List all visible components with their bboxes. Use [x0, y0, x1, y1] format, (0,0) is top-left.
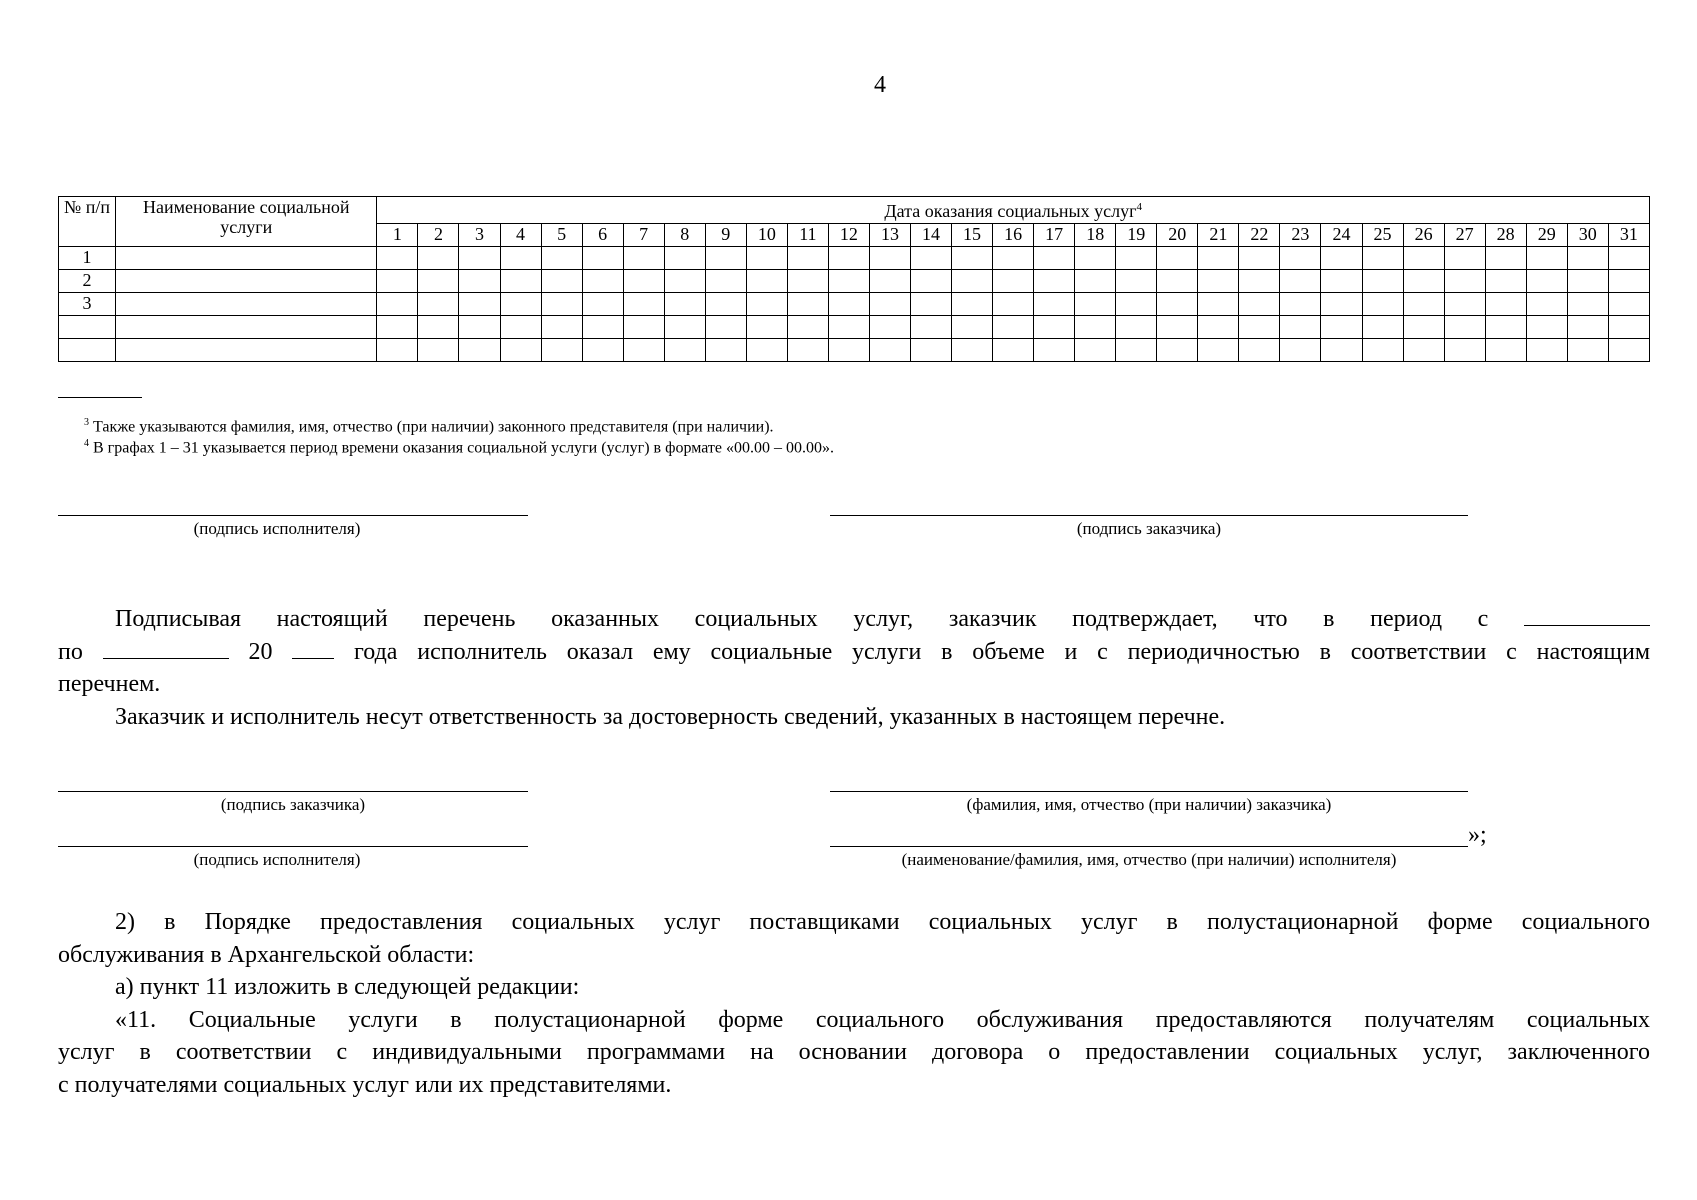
day-cell[interactable]: [1198, 247, 1239, 270]
day-cell[interactable]: [828, 339, 869, 362]
day-cell[interactable]: [1280, 293, 1321, 316]
day-cell[interactable]: [705, 247, 746, 270]
date-header: [377, 197, 1650, 224]
day-header: 30: [1567, 224, 1608, 247]
day-cell[interactable]: [664, 293, 705, 316]
day-cell[interactable]: [869, 247, 910, 270]
day-cell[interactable]: [541, 339, 582, 362]
day-header: 3: [459, 224, 500, 247]
day-cell[interactable]: [828, 293, 869, 316]
day-cell[interactable]: [869, 270, 910, 293]
year-blank[interactable]: [292, 638, 334, 659]
day-cell[interactable]: [787, 247, 828, 270]
day-cell[interactable]: [746, 293, 787, 316]
day-cell[interactable]: [377, 339, 418, 362]
text-line: с получателями социальных услуг или их представителями.: [58, 1071, 672, 1098]
day-cell[interactable]: [1444, 339, 1485, 362]
day-header: 20: [1157, 224, 1198, 247]
day-cell[interactable]: [1116, 316, 1157, 339]
day-cell[interactable]: [1403, 247, 1444, 270]
day-cell[interactable]: [787, 270, 828, 293]
day-cell[interactable]: [1075, 270, 1116, 293]
day-cell[interactable]: [1198, 293, 1239, 316]
footnote-mark: 4: [84, 438, 89, 449]
services-table: [58, 196, 1650, 362]
day-cell[interactable]: [1116, 293, 1157, 316]
day-cell[interactable]: [1526, 270, 1567, 293]
day-header: 9: [705, 224, 746, 247]
table-row: [59, 339, 1650, 362]
day-cell[interactable]: [746, 316, 787, 339]
day-cell[interactable]: [952, 316, 993, 339]
day-cell[interactable]: [1239, 270, 1280, 293]
day-cell[interactable]: [1444, 247, 1485, 270]
day-cell[interactable]: [1526, 339, 1567, 362]
day-cell[interactable]: [1157, 270, 1198, 293]
day-header: 18: [1075, 224, 1116, 247]
day-header: 22: [1239, 224, 1280, 247]
text-span: года исполнитель оказал ему социальные услуги в объеме и с периодичностью в соответствии с настоящим: [354, 638, 1651, 665]
day-cell[interactable]: [993, 270, 1034, 293]
day-cell[interactable]: [500, 316, 541, 339]
day-cell[interactable]: [705, 270, 746, 293]
day-cell[interactable]: [500, 293, 541, 316]
day-cell[interactable]: [1362, 316, 1403, 339]
footnote-mark: 4: [1136, 201, 1143, 213]
text-line: [58, 603, 1650, 636]
signature-line: [58, 515, 528, 516]
day-cell[interactable]: [1444, 316, 1485, 339]
day-cell[interactable]: [910, 339, 951, 362]
page-number: 4: [874, 72, 886, 98]
day-cell[interactable]: [787, 339, 828, 362]
day-cell[interactable]: [746, 247, 787, 270]
day-cell[interactable]: [993, 339, 1034, 362]
confirmation-paragraph: [58, 603, 1650, 733]
day-cell[interactable]: [1608, 247, 1649, 270]
day-cell[interactable]: [1567, 293, 1608, 316]
day-cell[interactable]: [418, 293, 459, 316]
day-cell[interactable]: [1321, 339, 1362, 362]
col-name-header: Наименование социальной услуги: [116, 197, 377, 247]
day-cell[interactable]: [1608, 339, 1649, 362]
day-cell[interactable]: [1526, 293, 1567, 316]
day-cell[interactable]: [705, 339, 746, 362]
day-header: 17: [1034, 224, 1075, 247]
day-cell[interactable]: [623, 293, 664, 316]
day-cell[interactable]: [1239, 247, 1280, 270]
row-number-cell: 2: [59, 270, 116, 293]
day-cell[interactable]: [1034, 293, 1075, 316]
day-cell[interactable]: [377, 316, 418, 339]
day-cell[interactable]: [1034, 339, 1075, 362]
day-cell[interactable]: [623, 339, 664, 362]
day-header: 26: [1403, 224, 1444, 247]
day-cell[interactable]: [910, 316, 951, 339]
day-cell[interactable]: [459, 316, 500, 339]
table-row: [59, 247, 1650, 270]
footnote-3: [84, 414, 774, 436]
day-cell[interactable]: [1362, 339, 1403, 362]
day-header: 19: [1116, 224, 1157, 247]
footnote-4: [84, 435, 834, 457]
day-cell[interactable]: [1444, 270, 1485, 293]
footnote-divider: [58, 397, 142, 398]
signature-line: [58, 846, 528, 847]
day-cell[interactable]: [418, 316, 459, 339]
day-header: 10: [746, 224, 787, 247]
day-cell[interactable]: [582, 316, 623, 339]
day-cell[interactable]: [1321, 293, 1362, 316]
day-cell[interactable]: [664, 316, 705, 339]
text-line: 2) в Порядке предоставления социальных услуг поставщиками социальных услуг в полустационарной форме социального: [115, 909, 1650, 935]
day-cell[interactable]: [418, 270, 459, 293]
day-header: 12: [828, 224, 869, 247]
day-cell[interactable]: [1075, 247, 1116, 270]
day-header: 24: [1321, 224, 1362, 247]
day-cell[interactable]: [993, 247, 1034, 270]
row-number-cell: [59, 339, 116, 362]
day-cell[interactable]: [1321, 247, 1362, 270]
text-line: а) пункт 11 изложить в следующей редакции:: [115, 974, 580, 1000]
day-header: 7: [623, 224, 664, 247]
day-cell[interactable]: [1321, 316, 1362, 339]
day-cell[interactable]: [869, 316, 910, 339]
day-cell[interactable]: [1403, 293, 1444, 316]
day-cell[interactable]: [1198, 339, 1239, 362]
day-cell[interactable]: [541, 293, 582, 316]
service-name-cell[interactable]: [116, 293, 377, 316]
day-cell[interactable]: [541, 316, 582, 339]
col-no-header: № п/п: [59, 197, 116, 247]
signature-line: [830, 846, 1468, 847]
day-cell[interactable]: [377, 270, 418, 293]
day-cell[interactable]: [1116, 270, 1157, 293]
day-cell[interactable]: [1526, 247, 1567, 270]
closing-quote: »;: [1468, 822, 1487, 848]
day-cell[interactable]: [664, 270, 705, 293]
day-header: 13: [869, 224, 910, 247]
day-cell[interactable]: [910, 247, 951, 270]
day-header: 28: [1485, 224, 1526, 247]
day-header: 8: [664, 224, 705, 247]
day-cell[interactable]: [1075, 339, 1116, 362]
day-cell[interactable]: [500, 270, 541, 293]
day-cell[interactable]: [582, 247, 623, 270]
day-cell[interactable]: [459, 270, 500, 293]
table-row: [59, 293, 1650, 316]
text-line: услуг в соответствии с индивидуальными программами на основании договора о предоставлении социальных услуг, заключенного: [58, 1039, 1650, 1065]
day-cell[interactable]: [582, 293, 623, 316]
service-name-cell[interactable]: [116, 339, 377, 362]
day-cell[interactable]: [418, 339, 459, 362]
row-number-cell: 1: [59, 247, 116, 270]
day-cell[interactable]: [1321, 270, 1362, 293]
day-cell[interactable]: [828, 247, 869, 270]
day-cell[interactable]: [746, 339, 787, 362]
customer-signature-caption: (подпись заказчика): [220, 795, 366, 814]
day-cell[interactable]: [952, 293, 993, 316]
day-cell[interactable]: [1362, 247, 1403, 270]
text-line: [58, 636, 1650, 669]
day-header: 25: [1362, 224, 1403, 247]
day-cell[interactable]: [664, 247, 705, 270]
day-cell[interactable]: [582, 270, 623, 293]
day-cell[interactable]: [623, 247, 664, 270]
service-name-cell[interactable]: [116, 316, 377, 339]
day-cell[interactable]: [500, 339, 541, 362]
text-span: по: [58, 638, 83, 665]
day-cell[interactable]: [1485, 339, 1526, 362]
day-cell[interactable]: [1608, 293, 1649, 316]
executor-signature-caption: (подпись исполнителя): [193, 519, 361, 538]
day-cell[interactable]: [1075, 316, 1116, 339]
day-header: 21: [1198, 224, 1239, 247]
day-cell[interactable]: [1034, 247, 1075, 270]
responsibility-text: Заказчик и исполнитель несут ответственность за достоверность сведений, указанных в настоящем перечне.: [115, 703, 1226, 730]
date-blank[interactable]: [1524, 605, 1650, 626]
day-cell[interactable]: [1485, 247, 1526, 270]
day-cell[interactable]: [459, 293, 500, 316]
day-cell[interactable]: [1157, 339, 1198, 362]
day-cell[interactable]: [1444, 293, 1485, 316]
day-header: 4: [500, 224, 541, 247]
day-header: 15: [952, 224, 993, 247]
day-cell[interactable]: [705, 293, 746, 316]
day-cell[interactable]: [664, 339, 705, 362]
day-cell[interactable]: [1075, 293, 1116, 316]
day-cell[interactable]: [418, 247, 459, 270]
day-cell[interactable]: [746, 270, 787, 293]
day-cell[interactable]: [705, 316, 746, 339]
day-cell[interactable]: [1485, 293, 1526, 316]
row-number-cell: 3: [59, 293, 116, 316]
row-number-cell: [59, 316, 116, 339]
day-cell[interactable]: [787, 293, 828, 316]
signature-line: [58, 791, 528, 792]
day-cell[interactable]: [1485, 316, 1526, 339]
executor-signature-caption: (подпись исполнителя): [193, 850, 361, 869]
table-row: [59, 316, 1650, 339]
day-cell[interactable]: [952, 270, 993, 293]
text-span: Подписывая настоящий перечень оказанных социальных услуг, заказчик подтверждает, что в период с: [115, 606, 1489, 632]
day-header: 16: [993, 224, 1034, 247]
day-cell[interactable]: [623, 270, 664, 293]
signature-line: [830, 515, 1468, 516]
day-cell[interactable]: [1198, 270, 1239, 293]
day-cell[interactable]: [582, 339, 623, 362]
day-cell[interactable]: [1362, 293, 1403, 316]
day-cell[interactable]: [952, 339, 993, 362]
day-cell[interactable]: [623, 316, 664, 339]
day-cell[interactable]: [952, 247, 993, 270]
day-cell[interactable]: [910, 270, 951, 293]
day-cell[interactable]: [1403, 270, 1444, 293]
day-cell[interactable]: [1280, 316, 1321, 339]
day-cell[interactable]: [541, 247, 582, 270]
day-header: 5: [541, 224, 582, 247]
day-cell[interactable]: [869, 339, 910, 362]
day-cell[interactable]: [541, 270, 582, 293]
customer-name-caption: (фамилия, имя, отчество (при наличии) заказчика): [966, 795, 1332, 814]
day-header: 1: [377, 224, 418, 247]
day-cell[interactable]: [1608, 270, 1649, 293]
day-cell[interactable]: [1485, 270, 1526, 293]
day-cell[interactable]: [1280, 247, 1321, 270]
day-cell[interactable]: [1567, 316, 1608, 339]
day-cell[interactable]: [1403, 339, 1444, 362]
day-cell[interactable]: [993, 293, 1034, 316]
day-cell[interactable]: [993, 316, 1034, 339]
date-header-text: Дата оказания социальных услуг: [884, 201, 1137, 221]
day-cell[interactable]: [1116, 339, 1157, 362]
table-row: [59, 270, 1650, 293]
text-line: «11. Социальные услуги в полустационарной форме социального обслуживания предоставляются получателям социальных: [115, 1006, 1650, 1033]
day-cell[interactable]: [787, 316, 828, 339]
text-line: обслуживания в Архангельской области:: [58, 941, 475, 968]
footnote-text: Также указываются фамилия, имя, отчество (при наличии) законного представителя (при наличии).: [93, 418, 774, 436]
day-cell[interactable]: [377, 293, 418, 316]
day-cell[interactable]: [1526, 316, 1567, 339]
day-cell[interactable]: [1280, 339, 1321, 362]
day-cell[interactable]: [1239, 339, 1280, 362]
day-cell[interactable]: [1239, 316, 1280, 339]
day-cell[interactable]: [1608, 316, 1649, 339]
day-cell[interactable]: [1567, 339, 1608, 362]
day-cell[interactable]: [910, 293, 951, 316]
executor-name-caption: (наименование/фамилия, имя, отчество (при наличии) исполнителя): [901, 850, 1397, 869]
day-header: 27: [1444, 224, 1485, 247]
footnote-text: В графах 1 – 31 указывается период времени оказания социальной услуги (услуг) в формате «00.00 – 00.00».: [93, 439, 835, 457]
day-header: 6: [582, 224, 623, 247]
service-name-cell[interactable]: [116, 247, 377, 270]
day-cell[interactable]: [377, 247, 418, 270]
signature-line: [830, 791, 1468, 792]
day-cell[interactable]: [1157, 247, 1198, 270]
day-cell[interactable]: [1157, 293, 1198, 316]
day-cell[interactable]: [1567, 270, 1608, 293]
day-cell[interactable]: [500, 247, 541, 270]
text-line: перечнем.: [58, 671, 161, 697]
day-header: 11: [787, 224, 828, 247]
day-cell[interactable]: [869, 293, 910, 316]
customer-signature-caption: (подпись заказчика): [1076, 519, 1222, 538]
day-cell[interactable]: [1034, 270, 1075, 293]
day-cell[interactable]: [1116, 247, 1157, 270]
day-cell[interactable]: [459, 339, 500, 362]
text-span: 20: [248, 638, 273, 665]
day-header: 31: [1608, 224, 1649, 247]
day-header: 29: [1526, 224, 1567, 247]
day-header: 2: [418, 224, 459, 247]
day-header: 23: [1280, 224, 1321, 247]
date-blank[interactable]: [103, 638, 229, 659]
day-cell[interactable]: [459, 247, 500, 270]
service-name-cell[interactable]: [116, 270, 377, 293]
day-cell[interactable]: [1198, 316, 1239, 339]
day-cell[interactable]: [1567, 247, 1608, 270]
day-cell[interactable]: [1280, 270, 1321, 293]
day-cell[interactable]: [1362, 270, 1403, 293]
day-cell[interactable]: [1403, 316, 1444, 339]
day-cell[interactable]: [828, 270, 869, 293]
day-header: 14: [910, 224, 951, 247]
amendment-paragraph: [58, 906, 1650, 1101]
day-cell[interactable]: [1034, 316, 1075, 339]
day-cell[interactable]: [1157, 316, 1198, 339]
day-cell[interactable]: [1239, 293, 1280, 316]
footnote-mark: 3: [84, 417, 89, 428]
day-cell[interactable]: [828, 316, 869, 339]
